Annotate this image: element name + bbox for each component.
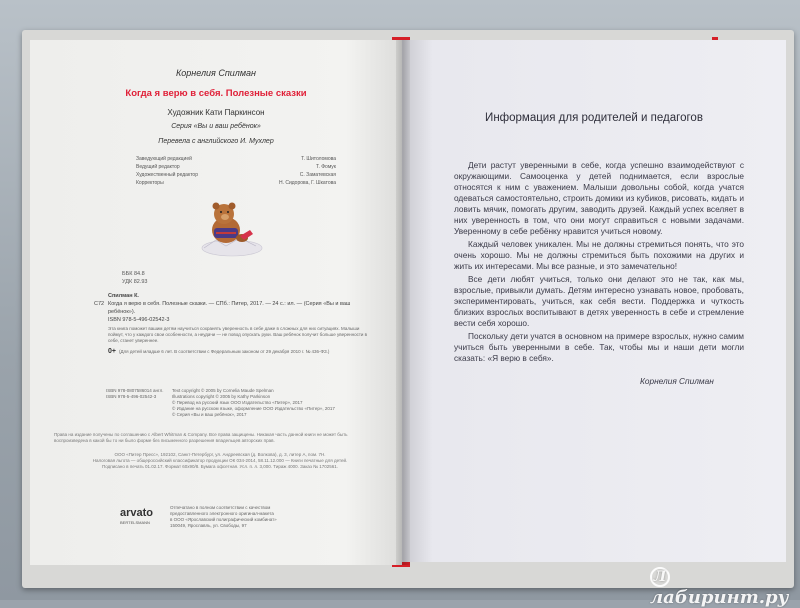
credit-row: Заведующий редакцией Т. Шитоломова [136, 156, 336, 162]
page-heading: Информация для родителей и педагогов [485, 112, 703, 124]
copyright-notices: Text copyright © 2005 by Cornelia Maude Spelman Illustrations copyright © 2005 by Kathy Parkinson © Перевод на русский язык ООО Издательство «Питер», 2017 © Издание на русском языке, оформление ООО Издательство «Питер», 2017 © Серия «Вы и ваш ребёнок», 2017 [172, 388, 335, 417]
imprint-illustrator: Художник Кати Паркинсон [167, 108, 265, 117]
credit-row: Художественный редактор С. Заматевская [136, 172, 336, 178]
catalog-author: Спилман К. [108, 293, 139, 299]
watermark: Ллабиринт.ру [650, 569, 789, 608]
staff-credits [136, 155, 336, 187]
legal-notice: Права на издание получены по соглашению с Albert Whitman & Company. Все права защищены. Никакая часть данной книги не может быть воспроизведена в какой бы то ни было форме без письменного разрешения владельцев авторских прав. [54, 432, 348, 443]
catalog-isbn: ISBN 978-5-496-02542-3 [108, 317, 170, 323]
paragraph: Поскольку дети учатся в основном на примере взрослых, нужно самим учиться быть уверенными в себе. Так, чтобы мы и наши дети могли сказать: «Я верю в себя». [454, 331, 744, 363]
publisher-info: ООО «Питер Пресс», 192102, Санкт-Петербург, ул. Андреевская (д. Волкова), д. 3, литер А, пом. 7Н. Налоговая льгота — общероссийский классификатор продукции ОК 034-2014, 58.11.12.000 — Книги печатные для детей. Подписано в печать 01.02.17. Формат 60х90/8. Бумага офсетная. Усл. п. л. 3,000. Тираж 4000. Заказ № 1702561. [92, 452, 348, 469]
printer-info: Отпечатано в полном соответствии с качеством предоставленного электронного оригинал-макета в ООО «Ярославский полиграфический комбинат» 150049, Ярославль, ул. Свободы, 97 [170, 505, 277, 528]
printer-logo: arvato BERTELSMANN [120, 507, 154, 525]
age-rating-note: 0+ (Для детей младше 6 лет. В соответствии с Федеральным законом от 29 декабря 2010 г. № 436-ФЗ.) [108, 348, 330, 355]
labirint-logo-icon: Л [650, 567, 670, 587]
catalog-index: С72 [94, 301, 105, 307]
age-rating-mark: 0+ [108, 348, 116, 355]
author-signature: Корнелия Спилман [640, 376, 714, 386]
catalog-description: Эта книга поможет вашим детям научиться сохранять уверенность в себе даже в сложных для них ситуациях. Малыши поймут, что у каждого свои особенности, а неудачи — не повод опускать руки. Ваш ребёнок получит больше уверенности в себе, станет увереннее. [108, 326, 368, 343]
imprint-author: Корнелия Спилман [175, 68, 257, 78]
isbn-list: ISBN 978-0807586014 англ. ISBN 978-5-496-02542-3 [106, 388, 164, 399]
bear-illustration [196, 190, 266, 260]
imprint-translator: Перевела с английского И. Мухлер [158, 138, 274, 145]
catalog-record [94, 292, 374, 344]
paragraph: Каждый человек уникален. Мы не должны стремиться понять, что это очень хорошо. Мы не должны стремиться быть похожими на других и жить их интересами. Мы все разные, и это замечательно! [454, 239, 744, 271]
bbk-codes: ББК 84.8 УДК 82.93 [122, 271, 148, 285]
credit-row: Корректоры Н. Сидорова, Г. Шкатова [136, 180, 336, 186]
imprint-series: Серия «Вы и ваш ребёнок» [171, 123, 261, 130]
credit-row: Ведущий редактор Т. Фомук [136, 164, 336, 170]
paragraph: Дети растут уверенными в себе, когда успешно взаимодействуют с окружающими. Самооценка у детей поднимается, если взрослые относятся к ним с уважением. Малыши довольны собой, когда учатся одеваться самостоятельно, строить домики из кубиков, рисовать, кидать и ловить мячик, помогать другим, заводить друзей. Каждый успех вселяет в них уверенность в том, что они могут справиться с новыми задачами. Уверенному в себе ребёнку нравится учиться новому. [454, 160, 744, 236]
paragraph: Все дети любят учиться, только они делают это не так, как мы, взрослые, привыкли думать. Детям интересно узнавать новое, пробовать, экспериментировать, учиться, как себя вести. Поддержка и чуткость близких взрослых воспитывают в детях уверенность в себе и стремление вести себя хорошо. [454, 274, 744, 328]
parents-info-text [454, 160, 744, 366]
catalog-entry: Когда я верю в себя. Полезные сказки. — СПб.: Питер, 2017. — 24 с.: ил. — (Серия «Вы и ваш ребёнок»). [108, 301, 351, 315]
imprint-title: Когда я верю в себя. Полезные сказки [125, 88, 307, 99]
